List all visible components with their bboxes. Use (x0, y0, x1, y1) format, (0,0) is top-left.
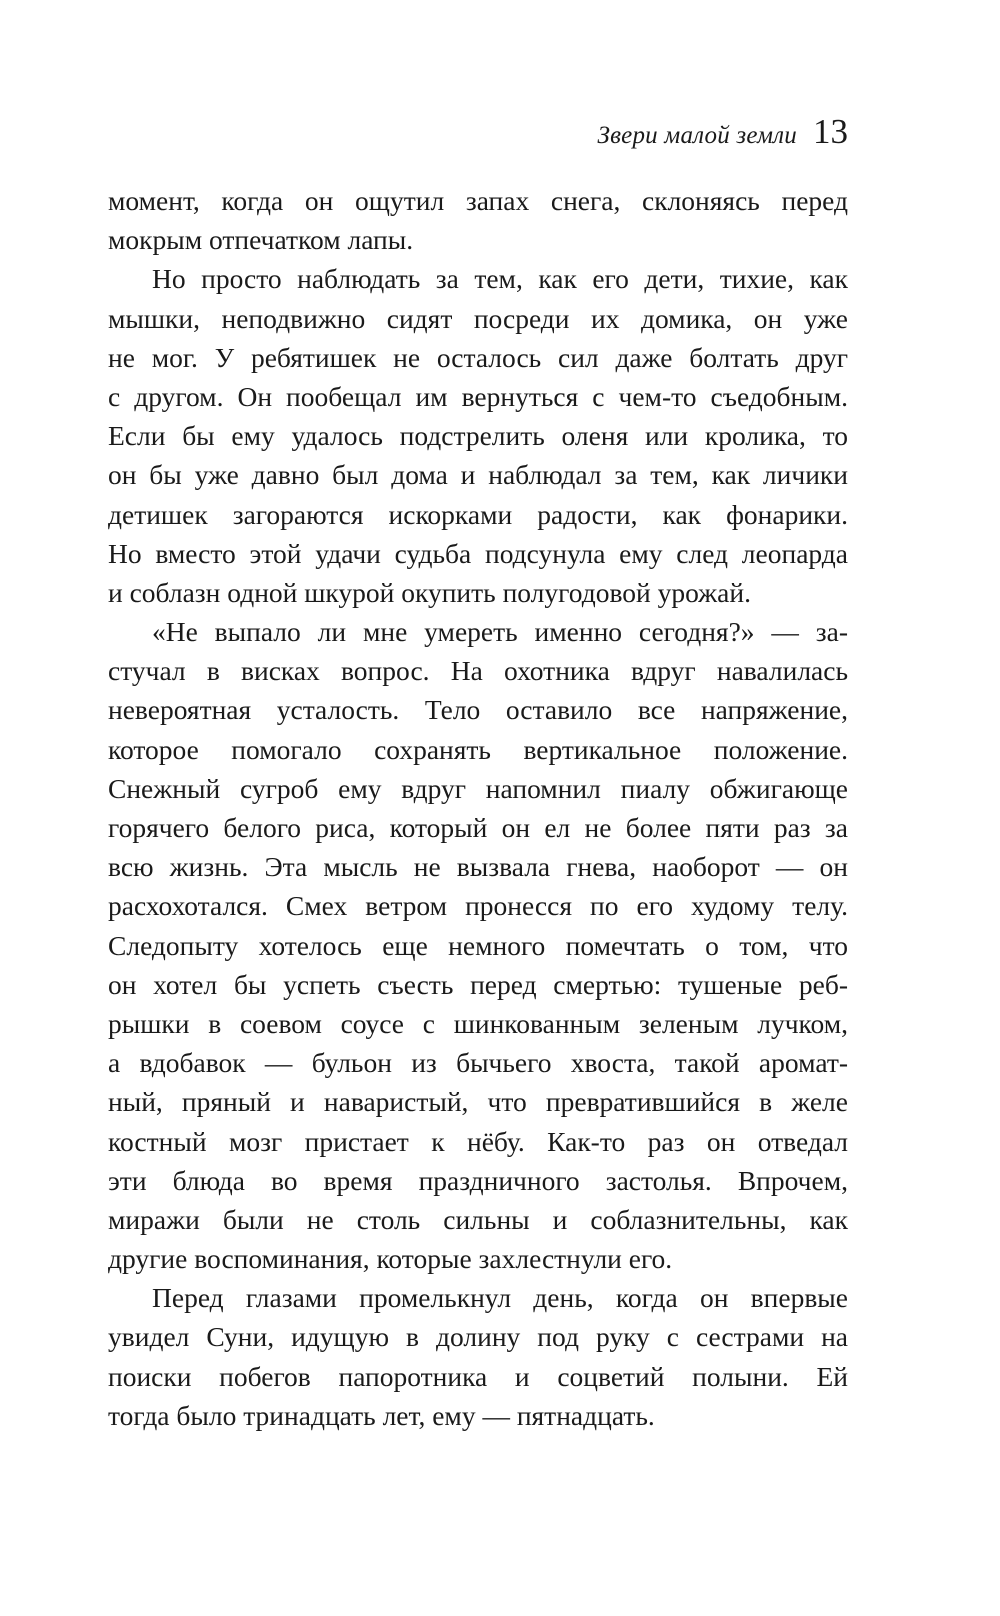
text-line: Но вместо этой удачи судьба подсунула ему след леопарда (108, 537, 848, 569)
text-line: всю жизнь. Эта мысль не вызвала гнева, наоборот — он (108, 851, 848, 883)
running-title: Звери малой земли (597, 122, 797, 149)
text-line: ный, пряный и наваристый, что превратившийся в желе (108, 1086, 848, 1118)
text-line: увидел Суни, идущую в долину под руку с сестрами на (108, 1321, 848, 1353)
text-line: не мог. У ребятишек не осталось сил даже болтать друг (108, 341, 848, 373)
text-line: Если бы ему удалось подстрелить оленя или кролика, то (108, 420, 848, 452)
text-line: невероятная усталость. Тело оставило все напряжение, (108, 694, 848, 726)
text-line: другие воспоминания, которые захлестнули его. (108, 1243, 673, 1275)
text-line: мокрым отпечатком лапы. (108, 224, 414, 256)
text-line: которое помогало сохранять вертикальное положение. (108, 733, 848, 765)
text-line: он хотел бы успеть съесть перед смертью: тушеные реб- (108, 968, 848, 1000)
text-line: он бы уже давно был дома и наблюдал за тем, как личики (108, 459, 848, 491)
text-line: стучал в висках вопрос. На охотника вдруг навалилась (108, 655, 848, 687)
body-text (108, 181, 848, 1435)
text-line: эти блюда во время праздничного застолья. Впрочем, (108, 1164, 848, 1196)
text-line: детишек загораются искорками радости, как фонарики. (108, 498, 848, 530)
text-line: момент, когда он ощутил запах снега, склоняясь перед (108, 185, 848, 216)
text-line: а вдобавок — бульон из бычьего хвоста, такой аромат- (108, 1047, 848, 1079)
text-line: мышки, неподвижно сидят посреди их домика, он уже (108, 302, 848, 334)
text-line: рышки в соевом соусе с шинкованным зеленым лучком, (108, 1007, 848, 1039)
text-line: тогда было тринадцать лет, ему — пятнадцать. (108, 1399, 655, 1431)
text-line: Перед глазами промелькнул день, когда он впервые (152, 1282, 848, 1314)
text-line: поиски побегов папоротника и соцветий полыни. Ей (108, 1360, 848, 1392)
page-number: 13 (813, 112, 848, 151)
text-line: Снежный сугроб ему вдруг напомнил пиалу обжигающе (108, 772, 848, 804)
text-line: Но просто наблюдать за тем, как его дети, тихие, как (152, 263, 848, 295)
text-line: Следопыту хотелось еще немного помечтать о том, что (108, 929, 848, 961)
text-line: костный мозг пристает к нёбу. Как-то раз он отведал (108, 1125, 848, 1157)
text-line: с другом. Он пообещал им вернуться с чем-то съедобным. (108, 380, 848, 412)
text-line: и соблазн одной шкурой окупить полугодовой урожай. (108, 576, 751, 608)
text-line: горячего белого риса, который он ел не более пяти раз за (108, 812, 848, 843)
running-head (598, 112, 848, 152)
text-line: «Не выпало ли мне умереть именно сегодня?» — за- (152, 616, 848, 648)
text-line: миражи были не столь сильны и соблазнительны, как (108, 1203, 848, 1235)
text-line: расхохотался. Смех ветром пронесся по его худому телу. (108, 890, 848, 922)
